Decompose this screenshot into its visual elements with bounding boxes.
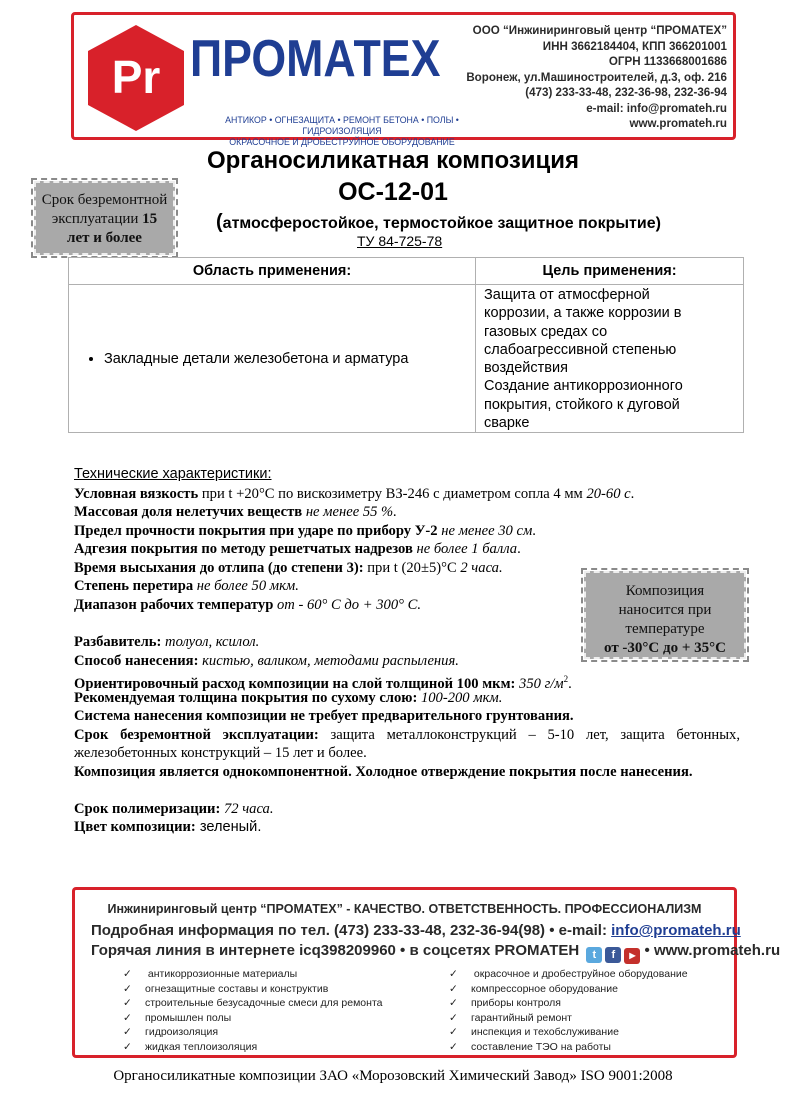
spec-thinner bbox=[74, 633, 259, 651]
spec-grind bbox=[74, 577, 299, 595]
company-phones: (473) 233-33-48, 232-36-98, 232-36-94 bbox=[525, 86, 727, 99]
spec-method bbox=[74, 652, 459, 670]
list-item bbox=[123, 996, 382, 1011]
check-icon: ✓ bbox=[123, 1026, 132, 1039]
spec-primer bbox=[74, 707, 574, 725]
check-icon: ✓ bbox=[123, 1040, 132, 1053]
company-contacts bbox=[466, 23, 727, 132]
footer-hotline: Горячая линия в интернете icq398209960 • в соцсетях PROMATEH bbox=[91, 942, 584, 959]
list-item-label: строительные безусадочные смеси для ремонта bbox=[145, 997, 383, 1010]
column-header-goal: Цель применения: bbox=[476, 258, 744, 285]
spec-viscosity bbox=[74, 485, 634, 503]
spec-value: толуол, ксилол. bbox=[161, 634, 260, 650]
spec-temperature bbox=[74, 596, 421, 614]
spec-value: 20-60 с bbox=[586, 486, 631, 502]
list-item-label: компрессорное оборудование bbox=[471, 982, 618, 995]
spec-value: не более 1 балла bbox=[412, 541, 518, 557]
list-item-label: приборы контроля bbox=[471, 997, 561, 1010]
spec-text: . bbox=[630, 486, 635, 502]
spec-label: Разбавитель: bbox=[74, 634, 162, 650]
area-list bbox=[70, 351, 474, 367]
company-ogrn: ОГРН 1133668001686 bbox=[608, 55, 727, 68]
spec-label: Срок безремонтной эксплуатации: bbox=[74, 727, 319, 743]
company-site[interactable]: www.promateh.ru bbox=[629, 117, 727, 130]
promateh-logo-hexagon bbox=[84, 23, 188, 133]
goal-line: покрытия, стойкого к дуговой bbox=[484, 396, 680, 413]
application-temperature-stamp bbox=[584, 571, 746, 659]
list-item bbox=[449, 1011, 688, 1026]
spec-text: при t +20°С по вискозиметру ВЗ-246 с диаметром сопла 4 мм bbox=[198, 486, 587, 502]
spec-value: не менее 55 %. bbox=[302, 504, 397, 520]
stamp-line bbox=[36, 210, 173, 229]
logo-pr-text: Pr bbox=[111, 51, 161, 103]
area-cell bbox=[69, 285, 476, 433]
spec-label: Условная вязкость bbox=[74, 486, 199, 502]
spec-label: Адгезия покрытия по методу решетчатых надрезов bbox=[74, 541, 413, 557]
spec-label: Композиция является однокомпонентной. Холодное отверждение покрытия после нанесения. bbox=[74, 764, 693, 780]
stamp-line: температуре bbox=[625, 621, 705, 637]
service-life-stamp bbox=[34, 181, 175, 255]
goal-line: Создание антикоррозионного bbox=[484, 378, 683, 395]
spec-one-component bbox=[74, 763, 740, 781]
check-icon: ✓ bbox=[449, 997, 458, 1010]
spec-label: Массовая доля нелетучих веществ bbox=[74, 504, 303, 520]
footer-hotline-line bbox=[91, 942, 780, 964]
spec-label: Время высыхания до отлипа (до степени 3): bbox=[74, 560, 364, 576]
spec-label: Способ нанесения: bbox=[74, 653, 199, 669]
list-item bbox=[449, 1040, 688, 1055]
logo-wordmark: ПРОМАТЕХ bbox=[190, 30, 441, 88]
check-icon: ✓ bbox=[123, 982, 132, 995]
spec-text: защита металлоконструкций – 5-10 лет, защита бетонных, железобетонных конструкций – 15 лет и более. bbox=[74, 727, 740, 761]
spec-label: Предел прочности покрытия при ударе по прибору У-2 bbox=[74, 523, 438, 539]
header-banner bbox=[71, 12, 736, 147]
list-item-label: гидроизоляция bbox=[145, 1026, 219, 1039]
list-item-label: составление ТЭО на работы bbox=[471, 1040, 611, 1053]
check-icon: ✓ bbox=[449, 1011, 458, 1024]
list-item-label: промышлен полы bbox=[145, 1011, 232, 1024]
spec-value: 72 часа. bbox=[220, 801, 274, 817]
list-item bbox=[123, 982, 382, 997]
check-icon: ✓ bbox=[449, 1040, 458, 1053]
check-icon: ✓ bbox=[449, 1026, 458, 1039]
spec-nonvolatile bbox=[74, 503, 397, 521]
goal-line: воздействия bbox=[484, 360, 568, 377]
company-address: Воронеж, ул.Машиностроителей, д.3, оф. 216 bbox=[466, 70, 727, 84]
spec-value: зеленый. bbox=[195, 819, 262, 835]
goal-line: газовых средах со bbox=[484, 323, 608, 340]
tu-reference: ТУ 84-725-78 bbox=[357, 233, 443, 249]
tagline-line-2: ОКРАСОЧНОЕ И ДРОБЕСТРУЙНОЕ ОБОРУДОВАНИЕ bbox=[229, 137, 455, 147]
spec-value: 350 г/м bbox=[515, 675, 564, 692]
list-item bbox=[123, 1040, 382, 1055]
check-icon: ✓ bbox=[449, 982, 458, 995]
check-icon: ✓ bbox=[123, 1011, 132, 1024]
subtitle-paren: ( bbox=[216, 211, 223, 233]
spec-label: Диапазон рабочих температур bbox=[74, 597, 274, 613]
list-item bbox=[449, 996, 688, 1011]
facebook-icon[interactable]: f bbox=[605, 947, 621, 963]
goal-line: сварке bbox=[484, 415, 530, 432]
youtube-icon[interactable]: ▶ bbox=[624, 948, 640, 964]
company-inn: ИНН 3662184404, КПП 366201001 bbox=[542, 39, 727, 53]
table-row bbox=[69, 285, 744, 433]
spec-value: от - 60° С до + 300° С. bbox=[273, 597, 421, 613]
subtitle-text: атмосферостойкое, термостойкое защитное покрытие) bbox=[222, 215, 661, 232]
spec-value: не более 50 мкм. bbox=[193, 578, 299, 594]
company-name: ООО “Инжиниринговый центр “ПРОМАТЕХ” bbox=[472, 24, 727, 37]
twitter-icon[interactable]: t bbox=[586, 947, 602, 963]
application-table bbox=[68, 257, 744, 433]
list-item: • Закладные детали железобетона и арматура bbox=[104, 351, 474, 367]
footer-phones: Подробная информация по тел. (473) 233-33-48, 232-36-94(98) • e-mail: bbox=[91, 922, 612, 939]
spec-text: . bbox=[517, 541, 521, 557]
footer-services-right bbox=[449, 967, 688, 1055]
spec-label: Ориентировочный расход композиции на слой толщиной 100 мкм: bbox=[74, 675, 516, 692]
footer-services-left bbox=[123, 967, 382, 1055]
list-item-label: инспекция и техобслуживание bbox=[471, 1026, 619, 1039]
stamp-line: Срок безремонтной bbox=[41, 192, 168, 208]
list-item-label: антикоррозионные материалы bbox=[145, 968, 298, 980]
footer-slogan: Инжиниринговый центр “ПРОМАТЕХ” - КАЧЕСТВО. ОТВЕТСТВЕННОСТЬ. ПРОФЕССИОНАЛИЗМ bbox=[107, 902, 702, 916]
spec-text: . bbox=[532, 523, 536, 539]
goal-line: Защита от атмосферной bbox=[484, 287, 650, 303]
spec-value: 100-200 мкм. bbox=[417, 690, 503, 706]
list-item-label: жидкая теплоизоляция bbox=[145, 1040, 258, 1053]
spec-color bbox=[74, 818, 261, 836]
spec-value: 2 часа. bbox=[460, 560, 503, 576]
check-icon: ✓ bbox=[449, 968, 458, 980]
spec-cure-time bbox=[74, 800, 274, 818]
spec-text: . bbox=[568, 675, 572, 692]
manufacturer-note: Органосиликатные композиции ЗАО «Морозовский Химический Завод» ISO 9001:2008 bbox=[113, 1068, 673, 1084]
table-header-row bbox=[69, 258, 744, 285]
footer-email-link[interactable]: info@promateh.ru bbox=[611, 922, 741, 939]
company-email[interactable]: e-mail: info@promateh.ru bbox=[586, 101, 727, 115]
tech-specs-heading: Технические характеристики: bbox=[74, 466, 272, 482]
stamp-line: лет и более bbox=[67, 230, 142, 246]
spec-label: Рекомендуемая толщина покрытия по сухому слою: bbox=[74, 690, 418, 706]
page-title: Органосиликатная композиция bbox=[206, 147, 580, 174]
spec-adhesion bbox=[74, 540, 521, 558]
spec-value: кистью, валиком, методами распыления. bbox=[198, 653, 459, 669]
check-icon: ✓ bbox=[123, 968, 132, 980]
list-item bbox=[449, 982, 688, 997]
spec-impact bbox=[74, 522, 536, 540]
spec-drying bbox=[74, 559, 503, 577]
list-item-label: огнезащитные составы и конструктив bbox=[145, 982, 329, 995]
list-item bbox=[449, 1025, 688, 1040]
product-code: ОС-12-01 bbox=[338, 178, 448, 206]
check-icon: ✓ bbox=[123, 997, 132, 1010]
spec-label: Срок полимеризации: bbox=[74, 801, 221, 817]
list-item bbox=[123, 1011, 382, 1026]
spec-thickness bbox=[74, 689, 502, 707]
goal-line: коррозии, а также коррозии в bbox=[484, 305, 682, 322]
footer-contact-line bbox=[91, 922, 741, 939]
footer-site[interactable]: • www.promateh.ru bbox=[640, 942, 781, 959]
spec-label: Степень перетира bbox=[74, 578, 194, 594]
column-header-area: Область применения: bbox=[69, 258, 476, 285]
list-item bbox=[449, 967, 688, 982]
footer-banner bbox=[72, 887, 781, 1058]
stamp-text: эксплуатации bbox=[51, 211, 143, 227]
spec-superscript: 2 bbox=[563, 674, 569, 684]
goal-line: слабоагрессивной степенью bbox=[484, 341, 677, 358]
product-subtitle bbox=[216, 211, 661, 234]
list-item bbox=[123, 1025, 382, 1040]
list-item-label: гарантийный ремонт bbox=[471, 1011, 572, 1024]
spec-text: при t (20±5)°С bbox=[363, 560, 461, 576]
logo-tagline bbox=[192, 115, 492, 148]
stamp-number: 15 bbox=[142, 211, 158, 227]
stamp-line: наносится при bbox=[618, 602, 712, 618]
list-item bbox=[123, 967, 382, 982]
list-item-label: окрасочное и дробеструйное оборудование bbox=[471, 968, 688, 980]
spec-label: Система нанесения композиции не требует предварительного грунтования. bbox=[74, 708, 574, 724]
stamp-line: Композиция bbox=[625, 583, 705, 599]
spec-value: не менее 30 см bbox=[437, 523, 533, 539]
stamp-line: от -30°С до + 35°С bbox=[604, 640, 726, 656]
goal-cell bbox=[476, 285, 744, 433]
tagline-line-1: АНТИКОР • ОГНЕЗАЩИТА • РЕМОНТ БЕТОНА • ПОЛЫ • ГИДРОИЗОЛЯЦИЯ bbox=[225, 115, 459, 136]
spec-label: Цвет композиции: bbox=[74, 819, 196, 835]
spec-service-life bbox=[74, 726, 740, 762]
